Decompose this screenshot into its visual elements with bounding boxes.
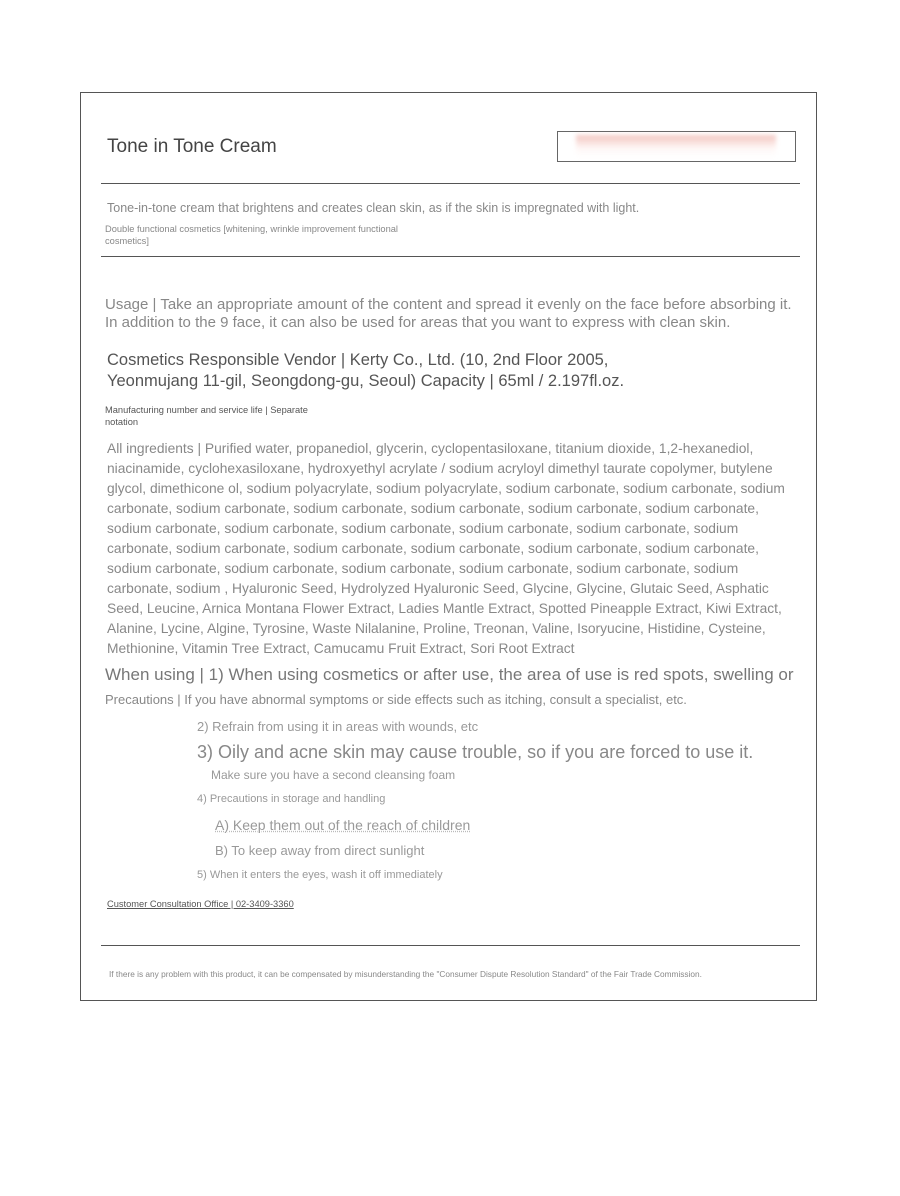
ingredients-text: All ingredients | Purified water, propanediol, glycerin, cyclopentasiloxane, titanium dioxide, 1,2-hexanediol, niacinamide, cyclohexasiloxane, hydroxyethyl acrylate / sodium acryloyl dimethyl taurate copolymer, butylene glycol, dimethicone ol, sodium polyacrylate, sodium polyacrylate, sodium carbonate, sodium carbonate, sodium carbonate, sodium carbonate, sodium carbonate, sodium carbonate, sodium carbonate, sodium carbonate, sodium carbonate, sodium carbonate, sodium carbonate, sodium carbonate, sodium carbonate, sodium carbonate, sodium carbonate, sodium carbonate, sodium carbonate, sodium carbonate, sodium carbonate, sodium carbonate, sodium carbonate, sodium carbonate, sodium carbonate, sodium carbonate, sodium carbonate, sodium , Hyaluronic Seed, Hydrolyzed Hyaluronic Seed, Glycine, Glycine, Glutaic Seed, Asphatic Seed, Leucine, Arnica Montana Flower Extract, Ladies Mantle Extract, Spotted Pineapple Extract, Kiwi Extract, Alanine, Lycine, Algine, Tyrosine, Waste Nilalanine, Proline, Treonan, Valine, Isoryucine, Histidine, Cysteine, Methionine, Vitamin Tree Extract, Camucamu Fruit Extract, Sori Root Extract	[107, 441, 785, 656]
divider	[101, 945, 800, 946]
precaution-item-4a: A) Keep them out of the reach of children	[215, 817, 471, 833]
precaution-item-4b: B) To keep away from direct sunlight	[215, 843, 425, 858]
vendor-text: Cosmetics Responsible Vendor | Kerty Co., Ltd. (10, 2nd Floor 2005, Yeonmujang 11-gil, Seongdong-gu, Seoul) Capacity | 65ml / 2.197fl.oz.	[107, 351, 625, 390]
divider	[101, 183, 800, 184]
title-box	[557, 131, 796, 162]
functional-note: Double functional cosmetics [whitening, wrinkle improvement functional cosmetics]	[105, 224, 398, 246]
precautions-text: Precautions | If you have abnormal symptoms or side effects such as itching, consult a specialist, etc.	[105, 692, 687, 707]
divider	[101, 256, 800, 257]
consultation-line: Customer Consultation Office | 02-3409-3360	[107, 899, 294, 909]
precaution-item-2: 2) Refrain from using it in areas with wounds, etc	[197, 719, 479, 734]
precaution-item-3: 3) Oily and acne skin may cause trouble, so if you are forced to use it.	[197, 742, 754, 762]
blurred-text-mark	[576, 135, 776, 157]
precaution-item-3-sub: Make sure you have a second cleansing foam	[211, 768, 456, 782]
when-using-text: When using | 1) When using cosmetics or after use, the area of use is red spots, swelling or	[105, 665, 794, 684]
product-tagline: Tone-in-tone cream that brightens and creates clean skin, as if the skin is impregnated with light.	[107, 201, 640, 215]
product-title: Tone in Tone Cream	[107, 136, 277, 157]
manufacturing-note: Manufacturing number and service life | Separate notation	[105, 405, 308, 427]
precaution-item-5: 5) When it enters the eyes, wash it off immediately	[197, 869, 443, 881]
precaution-item-4: 4) Precautions in storage and handling	[197, 793, 386, 805]
usage-text: Usage | Take an appropriate amount of the content and spread it evenly on the face before absorbing it. In addition to the 9 face, it can also be used for areas that you want to express with clean skin.	[105, 296, 792, 331]
footer-note: If there is any problem with this product, it can be compensated by misunderstanding the "Consumer Dispute Resolution Standard" of the Fair Trade Commission.	[109, 969, 702, 979]
